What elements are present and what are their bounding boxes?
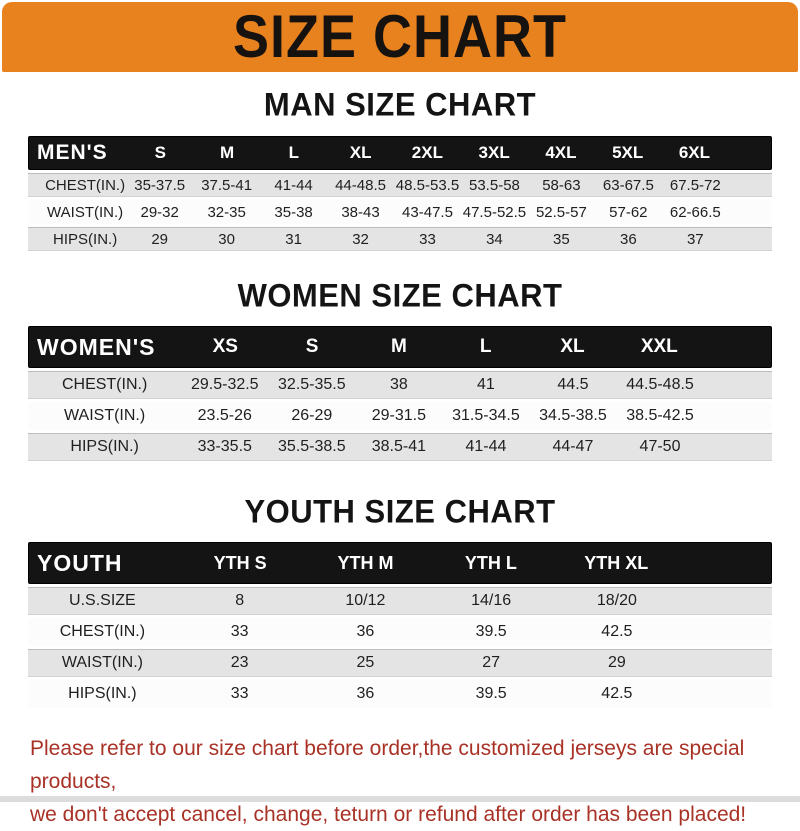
table-column-header: S [305,336,319,357]
cell-value: 8 [235,592,245,609]
table-column-header: 4XL [545,143,577,162]
cell-value: 41 [477,376,495,393]
order-policy-note [0,732,800,831]
cell-value: 23 [230,654,249,671]
cell-value: 31.5-34.5 [452,407,520,424]
cell-value: 35-37.5 [134,176,186,194]
cell-value: 32 [352,230,369,248]
table-column-header: M [390,336,407,357]
table-column-header: 2XL [411,143,443,162]
women-size-chart-heading: WOMEN SIZE CHART [237,276,563,315]
cell-value: 43-47.5 [402,203,453,221]
cell-value: 47-50 [639,438,681,455]
cell-value: 33-35.5 [197,438,252,455]
cell-value: 44-47 [552,438,594,455]
cell-value: 42.5 [601,685,633,702]
table-row [28,371,772,399]
cell-value: 32-35 [207,203,246,221]
youth-size-table [28,542,772,708]
row-label: CHEST(IN.) [59,623,146,640]
row-label: HIPS(IN.) [70,438,139,455]
cell-value: 26-29 [291,407,333,424]
cell-value: 44.5-48.5 [626,376,694,393]
order-policy-line-1: Please refer to our size chart before order,the customized jerseys are special products, [30,737,745,793]
cell-value: 67.5-72 [669,176,721,194]
cell-value: 34 [486,230,503,248]
cell-value: 39.5 [475,623,507,640]
cell-value: 41-44 [274,176,313,194]
cell-value: 14/16 [471,592,512,609]
cell-value: 57-62 [609,203,648,221]
table-row [28,587,772,615]
page-title: SIZE CHART [233,3,567,71]
table-header-row [28,136,772,170]
cell-value: 38 [389,376,408,393]
man-size-chart-heading: MAN SIZE CHART [263,85,537,124]
cell-value: 36 [356,685,375,702]
cell-value: 35 [553,230,570,248]
cell-value: 29 [151,230,169,248]
cell-value: 34.5-38.5 [539,407,607,424]
table-column-header: M [220,143,235,162]
cell-value: 37.5-41 [201,176,253,194]
cell-value: 33 [230,685,249,702]
row-label: U.S.SIZE [69,592,136,609]
table-row [28,680,772,708]
cell-value: 38.5-42.5 [626,407,694,424]
table-column-header: YTH M [337,552,394,573]
table-column-header: S [154,143,166,162]
cell-value: 39.5 [475,685,507,702]
table-column-header: YTH XL [584,552,649,573]
table-row [28,649,772,677]
row-label: HIPS(IN.) [53,230,118,248]
cell-value: 27 [482,654,501,671]
table-column-header: YTH L [464,552,517,573]
table-header-label: WOMEN'S [37,333,156,360]
table-column-header: YTH S [213,552,267,573]
cell-value: 44-48.5 [335,176,386,194]
cell-value: 31 [285,230,302,248]
row-label: WAIST(IN.) [64,407,146,424]
cell-value: 23.5-26 [197,407,252,424]
cell-value: 29-31.5 [371,407,426,424]
cell-value: 32.5-35.5 [278,376,346,393]
table-column-header: XL [560,336,585,357]
cell-value: 38.5-41 [371,438,426,455]
cell-value: 33 [230,623,249,640]
cell-value: 29-32 [140,203,179,221]
row-label: HIPS(IN.) [68,685,137,702]
cell-value: 29.5-32.5 [190,376,259,393]
mens-size-table [28,136,772,251]
cell-value: 36 [620,230,637,248]
table-column-header: 3XL [478,143,510,162]
table-row [28,173,772,197]
table-header-row [28,326,772,368]
cell-value: 38-43 [341,203,380,221]
cell-value: 29 [607,654,626,671]
table-header-row [28,542,772,584]
row-label: CHEST(IN.) [45,176,126,194]
cell-value: 35-38 [274,203,313,221]
table-row [28,402,772,430]
cell-value: 58-63 [542,176,581,194]
youth-size-chart-heading: YOUTH SIZE CHART [244,492,556,531]
cell-value: 44.5 [557,376,589,393]
cell-value: 42.5 [601,623,633,640]
cell-value: 53.5-58 [469,176,520,194]
cell-value: 62-66.5 [669,203,721,221]
cell-value: 63-67.5 [602,176,654,194]
row-label: WAIST(IN.) [61,654,143,671]
cell-value: 37 [686,230,704,248]
cell-value: 36 [356,623,375,640]
cell-value: 52.5-57 [535,203,587,221]
table-column-header: 5XL [612,143,644,162]
cell-value: 41-44 [465,438,507,455]
bottom-edge-strip [0,796,800,802]
row-label: WAIST(IN.) [47,203,124,221]
table-column-header: L [288,143,300,162]
table-row [28,433,772,461]
table-row [28,200,772,224]
table-column-header: 6XL [678,143,711,162]
row-label: CHEST(IN.) [61,376,148,393]
table-column-header: XXL [640,336,678,357]
table-header-label: MEN'S [37,141,108,164]
womens-size-table [28,326,772,461]
cell-value: 30 [218,230,235,248]
cell-value: 48.5-53.5 [395,176,460,194]
table-row [28,227,772,251]
title-banner [2,2,798,72]
cell-value: 35.5-38.5 [278,438,346,455]
cell-value: 33 [419,230,436,248]
table-header-label: YOUTH [37,549,123,576]
table-column-header: L [479,336,492,357]
order-policy-line-2: we don't accept cancel, change, teturn or refund after order has been placed! [30,803,747,826]
table-column-header: XS [212,336,238,357]
table-row [28,618,772,646]
cell-value: 25 [356,654,375,671]
cell-value: 10/12 [345,592,386,609]
cell-value: 47.5-52.5 [462,203,527,221]
size-chart-page [0,2,800,826]
cell-value: 18/20 [596,592,637,609]
table-column-header: XL [349,143,372,162]
